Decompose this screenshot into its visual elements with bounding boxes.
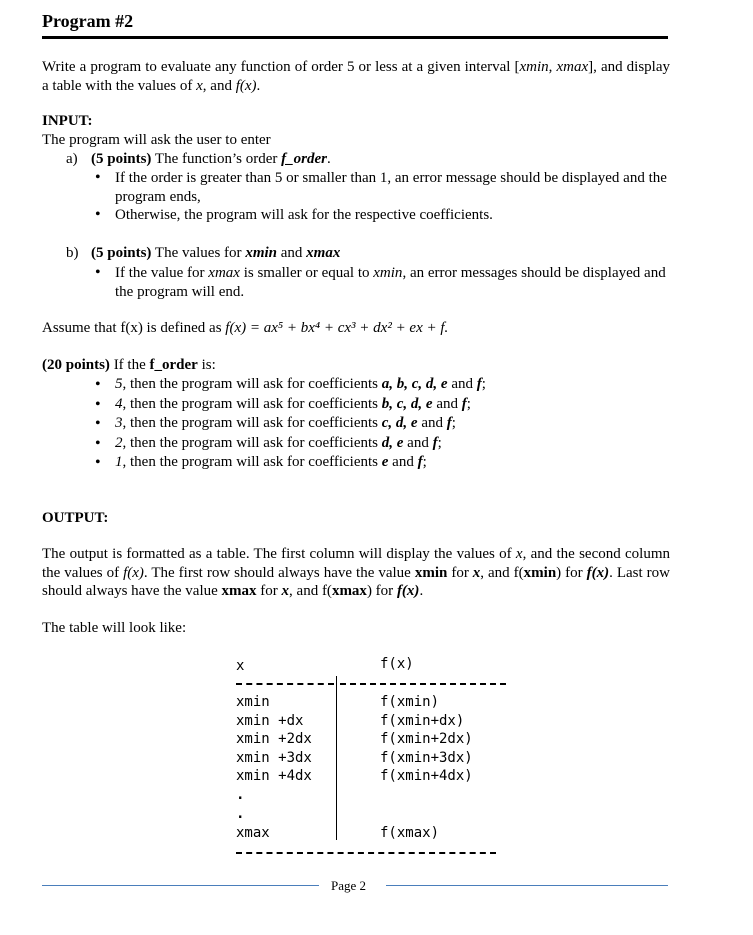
list-item: • 4, then the program will ask for coefficients b, c, d, e and f; [91,395,669,415]
page-title: Program #2 [42,11,134,31]
order-list [91,375,669,473]
item-b-text: (5 points) The values for xmin and xmax [91,245,341,261]
table-ellipsis-dot: . [236,806,245,822]
table-cell: xmin +dx [236,712,304,729]
table-col-fx [380,693,473,786]
table-ellipsis-dot: . [236,787,245,803]
table-cell: xmin +2dx [236,731,312,747]
table-column-divider [336,676,337,840]
list-item: • 5, then the program will ask for coefficients a, b, c, d, e and f; [91,375,669,395]
list-item: • 3, then the program will ask for coefficients c, d, e and f; [91,414,669,434]
list-item: • If the order is greater than 5 or smaller than 1, an error message should be displayed and the program ends, [91,169,669,206]
table-cell: f(xmin+4dx) [380,768,473,784]
table-cell: xmin +4dx [236,768,312,784]
table-cell: xmin [236,694,270,710]
list-item: • 1, then the program will ask for coefficients e and f; [91,453,669,473]
list-item: • If the value for xmax is smaller or equal to xmin, an error messages should be displayed and the program will end. [91,264,669,301]
footer-rule-right [386,885,668,886]
order-heading: (20 points) If the f_order is: [42,357,216,373]
list-item: • Otherwise, the program will ask for the respective coefficients. [91,206,669,225]
item-a-text: (5 points) The function’s order f_order. [91,151,331,167]
title-rule [42,36,668,39]
input-lead: The program will ask the user to enter [42,132,271,148]
table-last-x: xmax [236,825,270,841]
table-footer-dash [236,852,496,854]
assume-line: Assume that f(x) is defined as f(x) = ax⁵ + bx⁴ + cx³ + dx² + ex + f. [42,320,449,336]
table-last-fx: f(xmax) [380,825,440,841]
table-header-dash-right [340,683,506,685]
output-heading: OUTPUT: [42,510,109,526]
footer-rule-left [42,885,319,886]
item-b-marker: b) [66,245,79,261]
table-cell: f(xmin) [380,694,440,710]
intro-paragraph: Write a program to evaluate any function of order 5 or less at a given interval [xmin, xmax], and display a table with the values of x, and f(x). [42,59,670,94]
output-paragraph: The output is formatted as a table. The first column will display the values of x, and the second column the values of f(x). The first row should always have the value xmin for x, and f(xmin) for f(x). Last row should always have the value xmax for x, and f(xmax) for f(x). [42,546,670,599]
table-cell: f(xmin+3dx) [380,749,473,766]
item-a-bullets [91,169,669,225]
table-col-x [236,693,312,786]
table-cell: xmin +3dx [236,749,312,766]
table-cell: f(xmin+2dx) [380,731,473,747]
page-number: Page 2 [331,878,367,893]
table-col2-header: f(x) [380,656,414,672]
table-cell: f(xmin+dx) [380,712,465,729]
list-item: • 2, then the program will ask for coefficients d, e and f; [91,434,669,454]
table-intro: The table will look like: [42,620,187,636]
input-heading: INPUT: [42,113,93,129]
item-a-marker: a) [66,151,78,167]
item-b-bullets [91,264,669,301]
table-header-dash-left [236,683,334,685]
table-col1-header: x [236,658,245,674]
